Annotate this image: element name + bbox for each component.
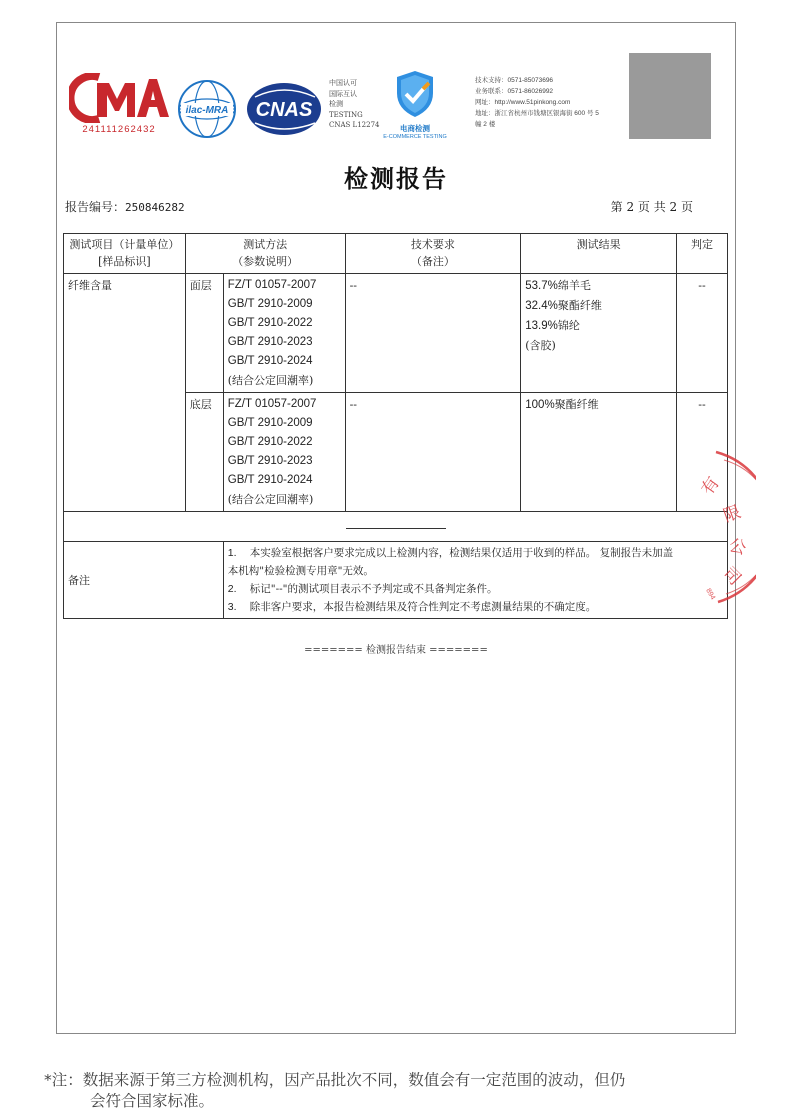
header-method — [185, 234, 345, 274]
requirement-cell: -- — [345, 274, 521, 393]
result-value: 53.7% — [525, 280, 558, 292]
method-cell — [223, 274, 345, 393]
test-results-table — [63, 233, 728, 619]
shield-check-icon — [393, 69, 437, 119]
table-header-row — [64, 234, 728, 274]
remark-number: 3. — [227, 601, 237, 613]
footnote-line-2: 会符合国家标准。 — [90, 1092, 215, 1110]
remark-text: 标记"--"的测试项目表示不予判定或不具备判定条件。 — [249, 583, 498, 595]
ilac-mra-logo — [177, 79, 237, 139]
header-method-line-2: （参数说明） — [232, 255, 299, 268]
result-cell — [521, 393, 677, 512]
method-line: GB/T 2910-2024 — [227, 474, 313, 486]
logo-header — [57, 23, 735, 153]
report-end-marker: ======= 检测报告结束 ======= — [304, 645, 488, 656]
report-number — [65, 198, 185, 215]
cnas-line-5: CNAS L12274 — [329, 121, 380, 129]
svg-text:司: 司 — [718, 563, 745, 590]
result-value: 32.4% — [525, 300, 558, 312]
qr-code-placeholder — [629, 53, 711, 139]
report-title: 检测报告 — [344, 164, 448, 193]
header-item-line-2: [样品标识] — [98, 255, 151, 268]
contact-website: 网址：http://www.51pinkong.com — [475, 99, 571, 106]
layer-cell: 底层 — [185, 393, 223, 512]
method-note: (结合公定回潮率) — [227, 374, 314, 387]
svg-text:限: 限 — [720, 502, 744, 527]
remark-item — [228, 580, 679, 598]
method-line: GB/T 2910-2023 — [227, 336, 313, 348]
cnas-logo — [245, 79, 323, 139]
footnote — [44, 1070, 764, 1112]
svg-text:公: 公 — [726, 535, 749, 560]
method-cell — [223, 393, 345, 512]
remark-item — [228, 598, 679, 616]
contact-address-2: 幢 2 楼 — [475, 121, 496, 128]
header-judgement: 判定 — [677, 234, 728, 274]
result-fiber: 聚酯纤维 — [557, 299, 602, 312]
separator-line — [346, 528, 446, 529]
method-line: GB/T 2910-2009 — [227, 298, 313, 310]
cma-number: 241111262432 — [82, 124, 156, 135]
contact-tech-support: 技术支持：0571-85073696 — [475, 77, 554, 84]
method-line: GB/T 2910-2023 — [227, 455, 313, 467]
cnas-line-4: TESTING — [329, 110, 363, 119]
method-line: GB/T 2910-2022 — [227, 436, 313, 448]
cnas-description — [329, 78, 379, 131]
requirement-cell: -- — [345, 393, 521, 512]
result-value: 13.9% — [525, 320, 558, 332]
judgement-cell: -- — [677, 274, 728, 393]
remark-number: 1. — [227, 547, 237, 559]
header-item — [64, 234, 186, 274]
method-line: GB/T 2910-2024 — [227, 355, 313, 367]
judgement-cell: -- — [677, 393, 728, 512]
header-requirement-line-1: 技术要求 — [410, 238, 455, 251]
svg-text:894: 894 — [704, 587, 717, 602]
separator-cell — [64, 512, 728, 542]
header-method-line-1: 测试方法 — [243, 238, 288, 251]
report-number-value: 250846282 — [125, 201, 185, 214]
remark-text: 除非客户要求，本报告检测结果及符合性判定不考虑测量结果的不确定度。 — [249, 601, 597, 613]
result-line — [525, 276, 672, 296]
header-result: 测试结果 — [521, 234, 677, 274]
cnas-line-2: 国际互认 — [329, 89, 357, 98]
ecommerce-sub: E-COMMERCE TESTING — [383, 134, 447, 140]
remarks-label: 备注 — [64, 542, 224, 619]
result-fiber: 聚酯纤维 — [554, 398, 599, 411]
result-value: 100% — [525, 399, 555, 411]
ilac-globe-icon — [177, 79, 237, 139]
item-name-cell: 纤维含量 — [64, 274, 186, 512]
header-requirement — [345, 234, 521, 274]
contact-info — [475, 75, 635, 130]
result-cell — [521, 274, 677, 393]
method-note: (结合公定回潮率) — [227, 493, 314, 506]
remark-number: 2. — [227, 583, 237, 595]
result-fiber: 锦纶 — [557, 319, 580, 332]
ecommerce-label: 电商检测 — [400, 124, 430, 133]
svg-text:有: 有 — [697, 473, 724, 499]
result-fiber: 绵羊毛 — [557, 279, 591, 292]
table-row — [64, 274, 728, 393]
method-line: GB/T 2910-2009 — [227, 417, 313, 429]
method-line: GB/T 2910-2022 — [227, 317, 313, 329]
method-line: FZ/T 01057-2007 — [227, 279, 317, 291]
footnote-line-1: *注：数据来源于第三方检测机构，因产品批次不同，数值会有一定范围的波动，但仍 — [44, 1071, 626, 1089]
cnas-line-3: 检测 — [329, 100, 343, 108]
header-requirement-line-2: （备注） — [410, 255, 455, 268]
contact-address: 地址：浙江省杭州市钱塘区银海街 600 号 5 — [475, 110, 599, 117]
cnas-line-1: 中国认可 — [329, 79, 357, 87]
layer-cell: 面层 — [185, 274, 223, 393]
report-number-label: 报告编号： — [65, 200, 126, 214]
cma-logo — [69, 73, 169, 135]
result-line — [525, 395, 672, 415]
remarks-row — [64, 542, 728, 619]
result-line — [525, 296, 672, 316]
svg-text:ilac-MRA: ilac-MRA — [185, 105, 229, 116]
method-line: FZ/T 01057-2007 — [227, 398, 317, 410]
remarks-cell — [223, 542, 727, 619]
result-note: (含胶) — [525, 339, 556, 352]
cma-mark-icon — [69, 73, 169, 123]
ecommerce-testing-logo — [379, 69, 451, 141]
svg-text:CNAS: CNAS — [255, 99, 313, 121]
remark-item — [228, 544, 679, 580]
separator-row — [64, 512, 728, 542]
remark-text: 本实验室根据客户要求完成以上检测内容，检测结果仅适用于收到的样品。 复制报告未加盖本机构"检验检测专用章"无效。 — [227, 547, 674, 577]
contact-business: 业务联系：0571-86026992 — [475, 88, 554, 95]
result-line — [525, 316, 672, 336]
report-page — [56, 22, 736, 1034]
page-indicator: 第 2 页 共 2 页 — [610, 200, 693, 214]
cnas-mark-icon — [245, 79, 323, 139]
header-item-line-1: 测试项目（计量单位） — [69, 238, 180, 251]
